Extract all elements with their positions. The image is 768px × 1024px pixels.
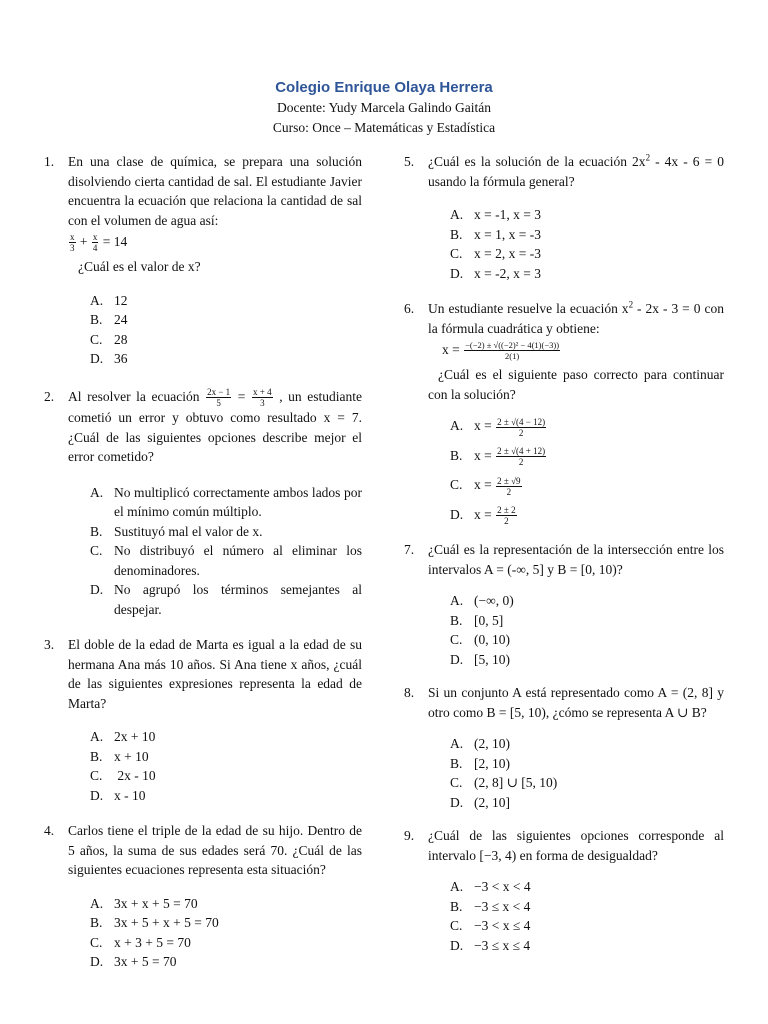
question-number: 7.	[404, 542, 415, 558]
question-8	[404, 683, 724, 812]
question-number: 8.	[404, 685, 415, 701]
question-text: En una clase de química, se prepara una solución disolviendo cierta cantidad de sal. El estudiante Javier encuentra la ecuación que relaciona la cantidad de sal con el volumen de agua así:	[68, 154, 362, 228]
question-3	[44, 635, 362, 805]
option-c[interactable]: C. x = 2, x = -3	[450, 246, 541, 261]
question-2	[44, 387, 362, 619]
options-list	[450, 734, 724, 812]
option-b[interactable]: B. x = 1, x = -3	[450, 226, 541, 242]
fraction: $\frac{x}{4}$	[92, 232, 98, 254]
question-prompt: ¿Cuál es el siguiente paso correcto para continuar con la solución?	[428, 367, 724, 402]
fraction: $\frac{2x - 1}{5}$	[207, 387, 231, 409]
question-9	[404, 826, 724, 955]
fraction: $\frac{2 \pm 2}{2}$	[497, 505, 516, 527]
question-text: Si un conjunto A está representado como A = (2, 8] y otro como B = [5, 10), ¿cómo se representa A ∪ B?	[428, 685, 724, 720]
fraction: $\frac{2 \pm √9}{2}$	[497, 475, 521, 497]
question-number: 9.	[404, 828, 415, 844]
fraction: $\frac{x}{3}$	[70, 232, 75, 254]
option-b[interactable]: B. Sustituyó mal el valor de x.	[90, 523, 263, 539]
question-5	[404, 152, 724, 283]
question-4	[44, 821, 362, 972]
option-a[interactable]: A. 12	[90, 292, 128, 308]
question-number: 1.	[44, 154, 55, 169]
option-a[interactable]: A. (−∞, 0)	[450, 593, 514, 609]
question-text: Carlos tiene el triple de la edad de su hijo. Dentro de 5 años, la suma de sus edades será 70. ¿Cuál de las siguientes ecuaciones representa esta situación?	[68, 823, 362, 878]
question-text: Al resolver la ecuación $\frac{2x - 1}{5}$ = $\frac{x + 4}{3}$ , un estudiante cometió un error y obtuvo como resultado x = 7. ¿Cuál de las siguientes opciones describe mejor el error cometido?	[68, 387, 363, 465]
question-7	[404, 540, 724, 669]
question-number: 3.	[44, 637, 55, 653]
option-d[interactable]: D. No agrupó los términos semejantes al despejar.	[90, 582, 362, 617]
option-c[interactable]: C. −3 < x ≤ 4	[450, 918, 531, 934]
options-list	[90, 894, 362, 972]
options-list	[90, 483, 362, 620]
option-a[interactable]: A. x = $\frac{2 \pm √(4 - 12)}{2}$	[450, 416, 546, 438]
question-text: ¿Cuál es la solución de la ecuación $2x^2 - 4x - 6 = 0$ usando la fórmula general?	[428, 152, 724, 189]
fraction: $\frac{2 \pm √(4 + 12)}{2}$	[497, 446, 546, 468]
options-list	[90, 291, 362, 369]
options-list	[450, 205, 724, 283]
option-d[interactable]: D. x = $\frac{2 \pm 2}{2}$	[450, 505, 516, 527]
option-d[interactable]: D. 3x + 5 = 70	[90, 954, 177, 970]
fraction: $\frac{x + 4}{3}$	[253, 387, 272, 409]
option-c[interactable]: C. x = $\frac{2 \pm √9}{2}$	[450, 475, 521, 497]
question-number: 6.	[404, 301, 415, 316]
question-number: 4.	[44, 823, 55, 839]
question-text: Un estudiante resuelve la ecuación $x^2 - 2x - 3 = 0$ con la fórmula cuadrática y obtiene:	[428, 299, 724, 336]
course-line: Curso: Once – Matemáticas y Estadística	[272, 120, 496, 135]
option-b[interactable]: B. 24	[90, 312, 128, 328]
option-a[interactable]: A. 2x + 10	[90, 729, 156, 745]
question-number: 2.	[44, 388, 55, 404]
options-list	[450, 877, 724, 955]
option-a[interactable]: A. x = -1, x = 3	[450, 207, 541, 222]
option-a[interactable]: A. No multiplicó correctamente ambos lados por el mínimo común múltiplo.	[90, 484, 362, 520]
quadratic-formula: x = $\frac{\text{−(−2) ± √((−2)² − 4(1)(−3))}}{2(1)}$	[442, 340, 560, 362]
question-text: El doble de la edad de Marta es igual a la edad de su hermana Ana más 10 años. Si Ana tiene x años, ¿cuál de las siguientes expresiones representa la edad de Marta?	[68, 637, 362, 711]
option-d[interactable]: D. x - 10	[90, 787, 146, 803]
option-a[interactable]: A. (2, 10)	[450, 736, 510, 752]
question-prompt: ¿Cuál es el valor de x?	[78, 259, 201, 275]
option-b[interactable]: B. [0, 5]	[450, 612, 504, 628]
option-c[interactable]: C. 2x - 10	[90, 768, 156, 784]
option-d[interactable]: D. [5, 10)	[450, 651, 510, 667]
right-column	[404, 152, 724, 955]
option-d[interactable]: D. −3 ≤ x ≤ 4	[450, 937, 531, 953]
options-list	[450, 416, 724, 526]
option-b[interactable]: B. −3 ≤ x < 4	[450, 898, 531, 914]
option-b[interactable]: B. x + 10	[90, 748, 149, 764]
option-a[interactable]: A. −3 < x < 4	[450, 879, 531, 895]
fraction: $\frac{\text{−(−2) ± √((−2)² − 4(1)(−3))}}{2(1)}$	[465, 340, 560, 362]
document-header	[0, 78, 768, 138]
option-c[interactable]: C. (2, 8] ∪ [5, 10)	[450, 775, 558, 791]
school-name: Colegio Enrique Olaya Herrera	[275, 79, 493, 96]
option-a[interactable]: A. 3x + x + 5 = 70	[90, 895, 198, 911]
option-c[interactable]: C. No distribuyó el número al eliminar los denominadores.	[90, 543, 362, 578]
option-c[interactable]: C. x + 3 + 5 = 70	[90, 934, 191, 950]
option-d[interactable]: D. (2, 10]	[450, 794, 510, 810]
equation: $\frac{x}{3}$ + $\frac{x}{4}$ = 14	[70, 232, 128, 254]
question-6	[404, 299, 724, 526]
option-d[interactable]: D. 36	[90, 351, 128, 367]
options-list	[450, 591, 724, 669]
teacher-line: Docente: Yudy Marcela Galindo Gaitán	[277, 100, 491, 115]
option-c[interactable]: C. (0, 10)	[450, 632, 510, 648]
option-b[interactable]: B. 3x + 5 + x + 5 = 70	[90, 915, 219, 931]
left-column	[44, 152, 362, 972]
option-c[interactable]: C. 28	[90, 331, 128, 347]
option-d[interactable]: D. x = -2, x = 3	[450, 265, 541, 281]
options-list	[90, 727, 362, 805]
option-b[interactable]: B. [2, 10)	[450, 755, 510, 771]
question-text: ¿Cuál de las siguientes opciones corresponde al intervalo [−3, 4) en forma de desigualdad?	[428, 828, 724, 863]
question-1	[44, 152, 362, 369]
option-b[interactable]: B. x = $\frac{2 \pm √(4 + 12)}{2}$	[450, 446, 546, 468]
fraction: $\frac{2 \pm √(4 - 12)}{2}$	[497, 416, 546, 438]
question-number: 5.	[404, 154, 415, 169]
question-text: ¿Cuál es la representación de la intersección entre los intervalos A = (-∞, 5] y B = [0, 10)?	[428, 542, 724, 577]
